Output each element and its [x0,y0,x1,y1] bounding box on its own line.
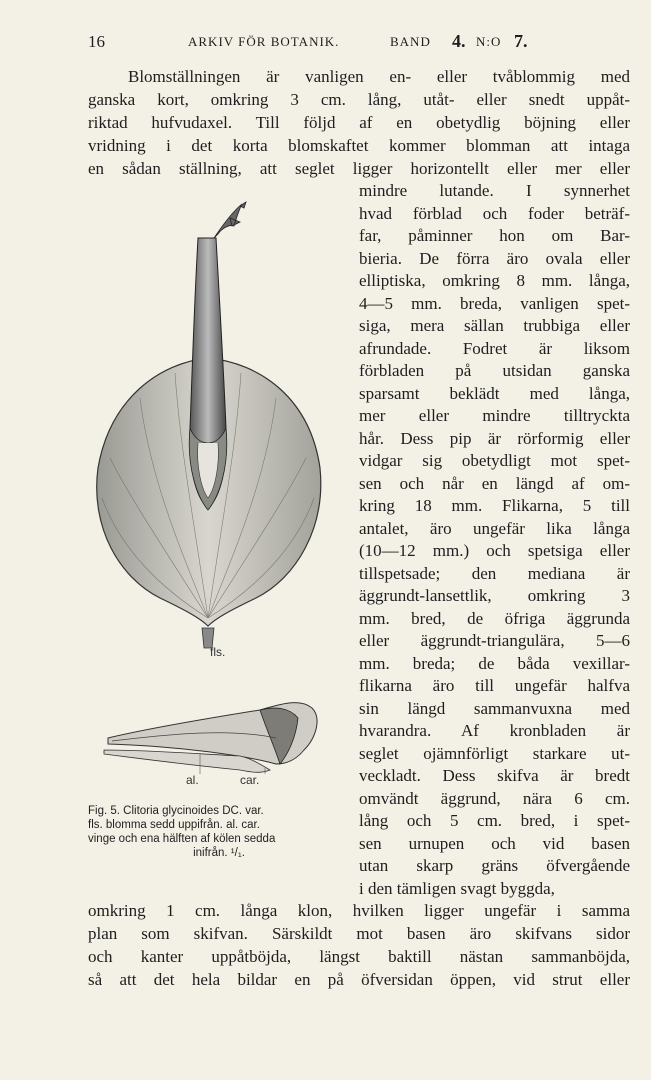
running-title: ARKIV FÖR BOTANIK. [188,34,340,49]
figure-caption [88,804,350,860]
right-column-line: kring 18 mm. Flikarna, 5 till [359,496,630,515]
right-column-line: hår. Dess pip är rörformig eller [359,428,630,448]
body-line: plan som skifvan. Särskildt mot basen äro skifvans sidor [88,924,630,943]
band-label: BAND [390,34,431,49]
right-column-line: äggrundt-lansettlik, omkring 3 [359,586,630,605]
right-column-line: veckladt. Dess skifva är bredt [359,766,630,785]
caption-line: fls. blomma sedd uppifrån. al. car. [88,819,260,831]
number-label: N:O [476,34,502,49]
right-column-line: bieria. De förra äro ovala eller [359,248,630,268]
wing-keel-drawing [104,703,317,774]
calyx-tip [214,202,246,238]
figure-clitoria-flower [90,198,340,788]
right-column-line: tillspetsade; den mediana är [359,563,630,583]
label-car: car. [240,773,260,787]
right-column-line: (10—12 mm.) och spetsiga eller [359,541,630,560]
caption-line: vinge och ena hälften af kölen sedda [88,833,276,845]
right-column-line: eller äggrundt-triangulära, 5—6 [359,631,630,650]
right-column-line: elliptiska, omkring 8 mm. långa, [359,271,630,290]
body-line: vridning i det korta blomskaftet kommer blomman att intaga [88,136,630,155]
body-line: riktad hufvudaxel. Till följd af en obetydlig böjning eller [88,113,630,132]
right-column-line: afrundade. Fodret är liksom [359,338,630,358]
right-column-line: i den tämligen svagt byggda, [359,878,555,898]
right-column-line: flikarna äro till ungefär halfva [359,676,630,695]
right-column-line: hvad förblad och foder beträf- [359,203,630,223]
label-al: al. [186,773,199,787]
right-column-line: sin längd sammanvuxna med [359,698,630,718]
body-line: och kanter uppåtböjda, längst baktill nästan sammanböjda, [88,947,630,966]
right-column-line: far, påminner hon om Bar- [359,226,630,245]
right-column-line: mer eller mindre tilltryckta [359,406,630,425]
body-line: omkring 1 cm. långa klon, hvilken ligger ungefär i samma [88,901,630,920]
page-number: 16 [88,32,105,51]
right-column-line: hvarandra. Af kronbladen är [359,721,630,740]
right-column-line: sen och når en längd af om- [359,473,630,493]
right-column-line: sparsamt beklädt med långa, [359,383,630,403]
body-line: Blomställningen är vanligen en- eller tvåblommig med [128,67,630,86]
issue-number: 7. [514,31,528,51]
caption-line: Fig. 5. Clitoria glycinoides DC. var. [88,805,264,817]
band-number: 4. [452,31,466,51]
right-column-line: 4—5 mm. breda, vanligen spet- [359,293,630,313]
body-line: ganska kort, omkring 3 cm. lång, utåt- eller snedt uppåt- [88,90,630,109]
right-column-line: siga, mera sällan trubbiga eller [359,316,630,335]
right-column-line: förbladen på utsidan ganska [359,361,630,380]
right-column-line: omvändt äggrund, nära 6 cm. [359,788,630,808]
caption-line: inifrån. ¹/₁. [193,847,245,859]
body-line: en sådan ställning, att seglet ligger horizontellt eller mer eller [88,159,630,178]
right-column-line: sen urnupen och vid basen [359,833,630,853]
right-column-line: vidgar sig obetydligt mot spet- [359,451,630,470]
right-column-line: utan skarp gräns öfvergående [359,856,630,875]
right-column-line: mm. breda; de båda vexillar- [359,653,630,673]
running-header [88,32,630,56]
right-column-line: mm. bred, de öfriga äggrunda [359,608,630,628]
flower-illustration [90,198,340,788]
body-line: så att det hela bildar en på öfversidan öppen, vid strut eller [88,970,630,989]
right-column-line: antalet, äro ungefär lika långa [359,518,630,538]
right-column-line: seglet ojämnförligt starkare ut- [359,743,630,763]
right-column-line: lång och 5 cm. bred, i spet- [359,811,630,830]
label-fls: fls. [210,645,226,659]
right-column-line: mindre lutande. I synnerhet [359,181,630,200]
